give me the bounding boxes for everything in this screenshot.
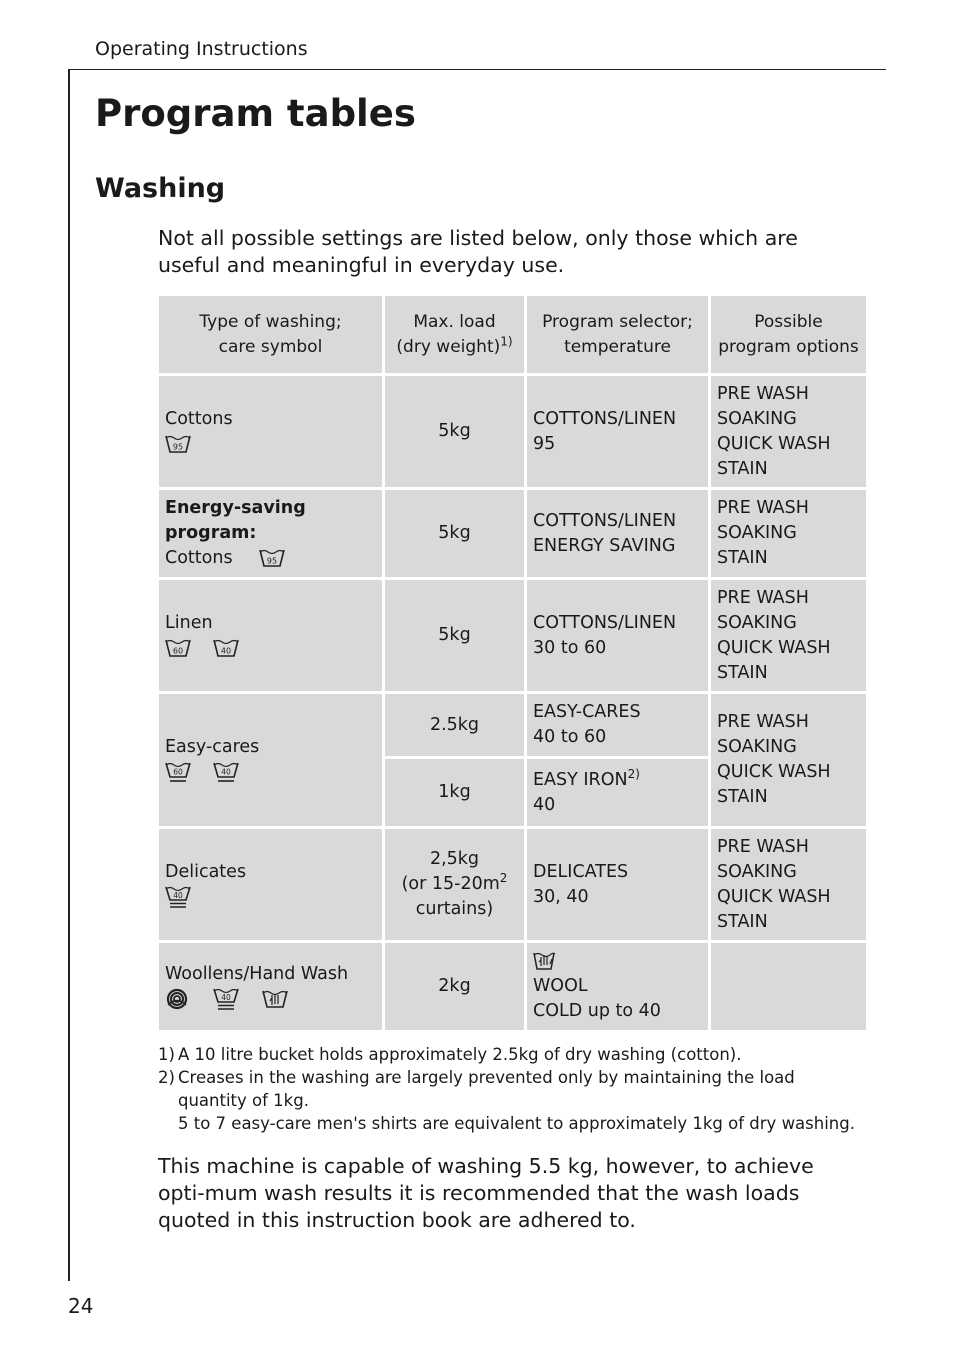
header-rule bbox=[68, 69, 886, 70]
footnote-1: 1) A 10 litre bucket holds approximately 2.5kg of dry washing (cotton). bbox=[158, 1045, 742, 1064]
svg-text:40: 40 bbox=[173, 890, 183, 900]
row-program: COTTONS/LINEN ENERGY SAVING bbox=[527, 490, 708, 577]
wash-tub-60-bar-icon bbox=[165, 761, 191, 783]
row-program: EASY-CARES 40 to 60 bbox=[527, 694, 708, 756]
row-options: PRE WASH SOAKING STAIN bbox=[711, 490, 866, 577]
wash-tub-40-icon bbox=[213, 638, 239, 658]
running-header: Operating Instructions bbox=[95, 38, 308, 60]
table-header-row bbox=[159, 296, 866, 373]
svg-text:60: 60 bbox=[173, 767, 183, 777]
row-options: PRE WASH SOAKING QUICK WASH STAIN bbox=[711, 376, 866, 487]
hand-wash-icon bbox=[262, 989, 288, 1009]
row-program: WOOL COLD up to 40 bbox=[527, 943, 708, 1030]
wash-tub-40-bar-icon bbox=[213, 761, 239, 783]
hand-wash-icon bbox=[533, 950, 557, 972]
closing-paragraph: This machine is capable of washing 5.5 kg, however, to achieve opti-mum wash results it is recommended that the wash loads quoted in this instruction book are adhered to. bbox=[158, 1154, 814, 1232]
svg-text:40: 40 bbox=[220, 767, 231, 777]
program-table bbox=[156, 293, 869, 1033]
table-row bbox=[159, 376, 866, 487]
svg-text:40: 40 bbox=[220, 646, 231, 655]
row-load: 5kg bbox=[385, 580, 524, 691]
svg-text:95: 95 bbox=[266, 556, 277, 566]
row-program: COTTONS/LINEN 95 bbox=[527, 376, 708, 487]
table-row bbox=[159, 943, 866, 1030]
table-row bbox=[159, 829, 866, 940]
row-type: Linen 60 40 bbox=[159, 580, 382, 691]
row-options: PRE WASH SOAKING QUICK WASH STAIN bbox=[711, 829, 866, 940]
wool-mark-icon bbox=[165, 988, 189, 1010]
page-title: Program tables bbox=[95, 92, 416, 135]
row-load: 5kg bbox=[385, 490, 524, 577]
svg-text:40: 40 bbox=[220, 992, 231, 1002]
row-program: EASY IRON$^{2)}$ 40 bbox=[527, 759, 708, 826]
svg-text:60: 60 bbox=[172, 646, 184, 655]
row-load: 2kg bbox=[385, 943, 524, 1030]
row-type: Energy-saving program: Cottons 95 bbox=[159, 490, 382, 577]
row-type: Woollens/Hand Wash 40 bbox=[159, 943, 382, 1030]
row-load: 2,5kg (or $15-20m^2$ curtains) bbox=[385, 829, 524, 940]
footnote-2-continued: 5 to 7 easy-care men's shirts are equivalent to approximately 1kg of dry washing. bbox=[178, 1114, 855, 1133]
row-type: Easy-cares 60 40 bbox=[159, 694, 382, 826]
row-load: 2.5kg bbox=[385, 694, 524, 756]
wash-tub-40-double-bar-icon bbox=[213, 987, 239, 1011]
section-title: Washing bbox=[95, 173, 226, 204]
row-program: DELICATES 30, 40 bbox=[527, 829, 708, 940]
row-options: PRE WASH SOAKING QUICK WASH STAIN bbox=[711, 580, 866, 691]
row-load: 1kg bbox=[385, 759, 524, 826]
wash-tub-95-icon bbox=[165, 434, 191, 454]
header-program: Program selector; temperature bbox=[527, 296, 708, 373]
intro-paragraph: Not all possible settings are listed below, only those which are useful and meaningful in everyday use. bbox=[158, 226, 798, 277]
footnotes bbox=[158, 1043, 858, 1135]
row-type: Delicates 40 bbox=[159, 829, 382, 940]
wash-tub-40-double-bar-icon bbox=[165, 885, 191, 909]
header-load: Max. load (dry weight)$^{1)}$ bbox=[385, 296, 524, 373]
svg-text:95: 95 bbox=[172, 442, 184, 451]
row-load: 5kg bbox=[385, 376, 524, 487]
table-row bbox=[159, 694, 866, 756]
page-number: 24 bbox=[68, 1294, 94, 1318]
wash-tub-60-icon bbox=[165, 638, 191, 658]
header-type: Type of washing; care symbol bbox=[159, 296, 382, 373]
row-program: COTTONS/LINEN 30 to 60 bbox=[527, 580, 708, 691]
row-options bbox=[711, 943, 866, 1030]
margin-rule bbox=[68, 69, 70, 1281]
header-options: Possible program options bbox=[711, 296, 866, 373]
footnote-2: 2) Creases in the washing are largely prevented only by maintaining the load quantity of 1kg. bbox=[158, 1068, 795, 1110]
row-options: PRE WASH SOAKING QUICK WASH STAIN bbox=[711, 694, 866, 826]
row-type: Cottons 95 bbox=[159, 376, 382, 487]
table-row bbox=[159, 580, 866, 691]
wash-tub-95-icon bbox=[259, 548, 285, 568]
table-row bbox=[159, 490, 866, 577]
